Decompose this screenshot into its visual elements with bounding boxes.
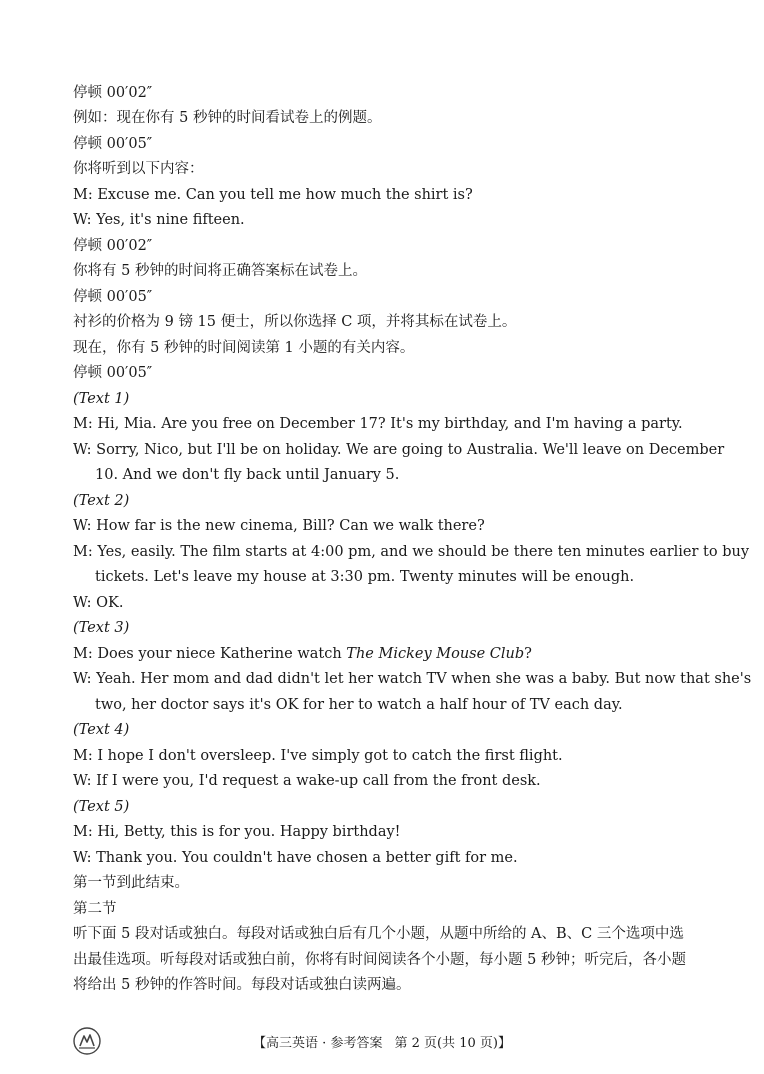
pause-line: 停顿 00′02″ bbox=[73, 85, 153, 101]
dialogue-text: ? bbox=[524, 646, 532, 662]
instruction-line: 现在，你有 5 秒钟的时间阅读第 1 小题的有关内容。 bbox=[73, 340, 415, 356]
text-label: (Text 1) bbox=[73, 391, 130, 407]
pause-line: 停顿 00′02″ bbox=[73, 238, 153, 254]
dialogue-line: M: Excuse me. Can you tell me how much the shirt is? bbox=[73, 187, 473, 203]
dialogue-line bbox=[73, 645, 714, 663]
dialogue-line: W: If I were you, I'd request a wake-up call from the front desk. bbox=[73, 773, 541, 789]
dialogue-line-continued: 10. And we don't fly back until January 5. bbox=[95, 467, 400, 483]
instruction-line: 你将有 5 秒钟的时间将正确答案标在试卷上。 bbox=[73, 263, 367, 279]
show-title: The Mickey Mouse Club bbox=[346, 646, 525, 662]
text-label: (Text 5) bbox=[73, 799, 130, 815]
instruction-line: 出最佳选项。听每段对话或独白前，你将有时间阅读各个小题，每小题 5 秒钟；听完后，各小题 bbox=[73, 952, 686, 968]
text-label: (Text 2) bbox=[73, 493, 130, 509]
dialogue-line: W: Yeah. Her mom and dad didn't let her watch TV when she was a baby. But now that she's bbox=[73, 671, 752, 687]
pause-line: 停顿 00′05″ bbox=[73, 365, 153, 381]
text-label: (Text 3) bbox=[73, 620, 130, 636]
dialogue-text: M: Does your niece Katherine watch bbox=[73, 646, 347, 662]
dialogue-line: M: Hi, Betty, this is for you. Happy birthday! bbox=[73, 824, 401, 840]
dialogue-line-continued: two, her doctor says it's OK for her to watch a half hour of TV each day. bbox=[95, 697, 623, 713]
instruction-line: 衬衫的价格为 9 镑 15 便士，所以你选择 C 项，并将其标在试卷上。 bbox=[73, 314, 517, 330]
section-title: 第二节 bbox=[73, 901, 117, 917]
section-end: 第一节到此结束。 bbox=[73, 875, 189, 891]
page-footer bbox=[0, 1036, 764, 1052]
instruction-line: 你将听到以下内容： bbox=[73, 161, 204, 177]
instruction-line: 将给出 5 秒钟的作答时间。每段对话或独白读两遍。 bbox=[73, 977, 411, 993]
pause-line: 停顿 00′05″ bbox=[73, 136, 153, 152]
dialogue-line: W: How far is the new cinema, Bill? Can we walk there? bbox=[73, 518, 485, 534]
instruction-line: 听下面 5 段对话或独白。每段对话或独白后有几个小题，从题中所给的 A、B、C 三个选项中选 bbox=[73, 926, 684, 942]
instruction-line: 例如：现在你有 5 秒钟的时间看试卷上的例题。 bbox=[73, 110, 382, 126]
footer-subject: 【高三英语 · 参考答案 bbox=[253, 1036, 383, 1051]
dialogue-line: W: Sorry, Nico, but I'll be on holiday. We are going to Australia. We'll leave on December bbox=[73, 442, 725, 458]
dialogue-line-continued: tickets. Let's leave my house at 3:30 pm. Twenty minutes will be enough. bbox=[95, 569, 635, 585]
text-label: (Text 4) bbox=[73, 722, 130, 738]
pause-line: 停顿 00′05″ bbox=[73, 289, 153, 305]
dialogue-line: M: I hope I don't oversleep. I've simply got to catch the first flight. bbox=[73, 748, 563, 764]
dialogue-line: W: OK. bbox=[73, 595, 124, 611]
dialogue-line: M: Hi, Mia. Are you free on December 17? It's my birthday, and I'm having a party. bbox=[73, 416, 683, 432]
dialogue-line: M: Yes, easily. The film starts at 4:00 pm, and we should be there ten minutes earlier to buy bbox=[73, 544, 750, 560]
dialogue-line: W: Thank you. You couldn't have chosen a better gift for me. bbox=[73, 850, 518, 866]
footer-page-number: 第 2 页(共 10 页)】 bbox=[394, 1036, 511, 1051]
dialogue-line: W: Yes, it's nine fifteen. bbox=[73, 212, 245, 228]
